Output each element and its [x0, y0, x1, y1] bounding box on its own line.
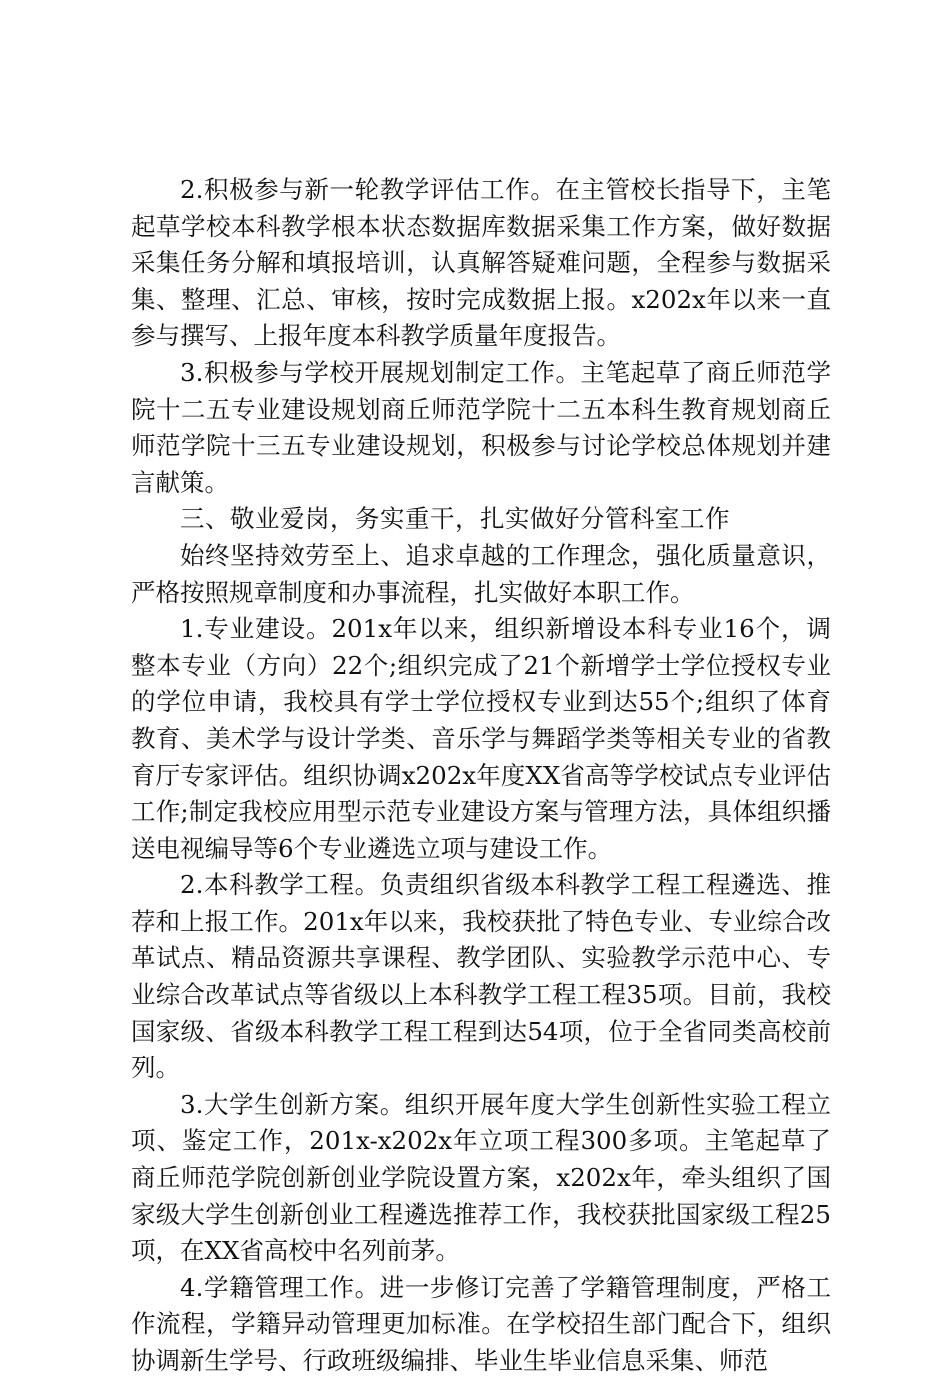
paragraph-development-planning: 3.积极参与学校开展规划制定工作。主笔起草了商丘师范学院十二五专业建设规划商丘师范学院十二五本科生教育规划商丘师范学院十三五专业建设规划，积极参与讨论学校总体规划并建言献策。 — [131, 357, 831, 497]
paragraph-student-records: 4.学籍管理工作。进一步修订完善了学籍管理制度，严格工作流程，学籍异动管理更加标准。在学校招生部门配合下，组织协调新生学号、行政班级编排、毕业生毕业信息采集、师范 — [131, 1272, 831, 1375]
paragraph-major-construction: 1.专业建设。201x年以来，组织新增设本科专业16个，调整本专业（方向）22个;组织完成了21个新增学士学位授权专业的学位申请，我校具有学士学位授权专业到达55个;组织了体育教育、美术学与设计学类、音乐学与舞蹈学类等相关专业的省教育厅专家评估。组织协调x202x年度XX省高等学校试点专业评估工作;制定我校应用型示范专业建设方案与管理方法，具体组织播送电视编导等6个专业遴选立项与建设工作。 — [131, 614, 831, 863]
paragraph-teaching-evaluation: 2.积极参与新一轮教学评估工作。在主管校长指导下，主笔起草学校本科教学根本状态数据库数据采集工作方案，做好数据采集任务分解和填报培训，认真解答疑难问题，全程参与数据采集、整理、汇总、审核，按时完成数据上报。x202x年以来一直参与撰写、上报年度本科教学质量年度报告。 — [131, 175, 831, 351]
paragraph-teaching-project: 2.本科教学工程。负责组织省级本科教学工程工程遴选、推荐和上报工作。201x年以来，我校获批了特色专业、专业综合改革试点、精品资源共享课程、教学团队、实验教学示范中心、专业综合改革试点等省级以上本科教学工程工程35项。目前，我校国家级、省级本科教学工程工程到达54项，位于全省同类高校前列。 — [131, 870, 831, 1083]
paragraph-innovation-plan: 3.大学生创新方案。组织开展年度大学生创新性实验工程立项、鉴定工作，201x-x202x年立项工程300多项。主笔起草了商丘师范学院创新创业学院设置方案，x202x年，牵头组织了国家级大学生创新创业工程遴选推荐工作，我校获批国家级工程25项，在XX省高校中名列前茅。 — [131, 1089, 831, 1266]
paragraph-work-philosophy: 始终坚持效劳至上、追求卓越的工作理念，强化质量意识，严格按照规章制度和办事流程，扎实做好本职工作。 — [131, 540, 831, 607]
section-heading: 三、敬业爱岗，务实重干，扎实做好分管科室工作 — [180, 504, 730, 534]
document-body — [131, 172, 831, 1380]
